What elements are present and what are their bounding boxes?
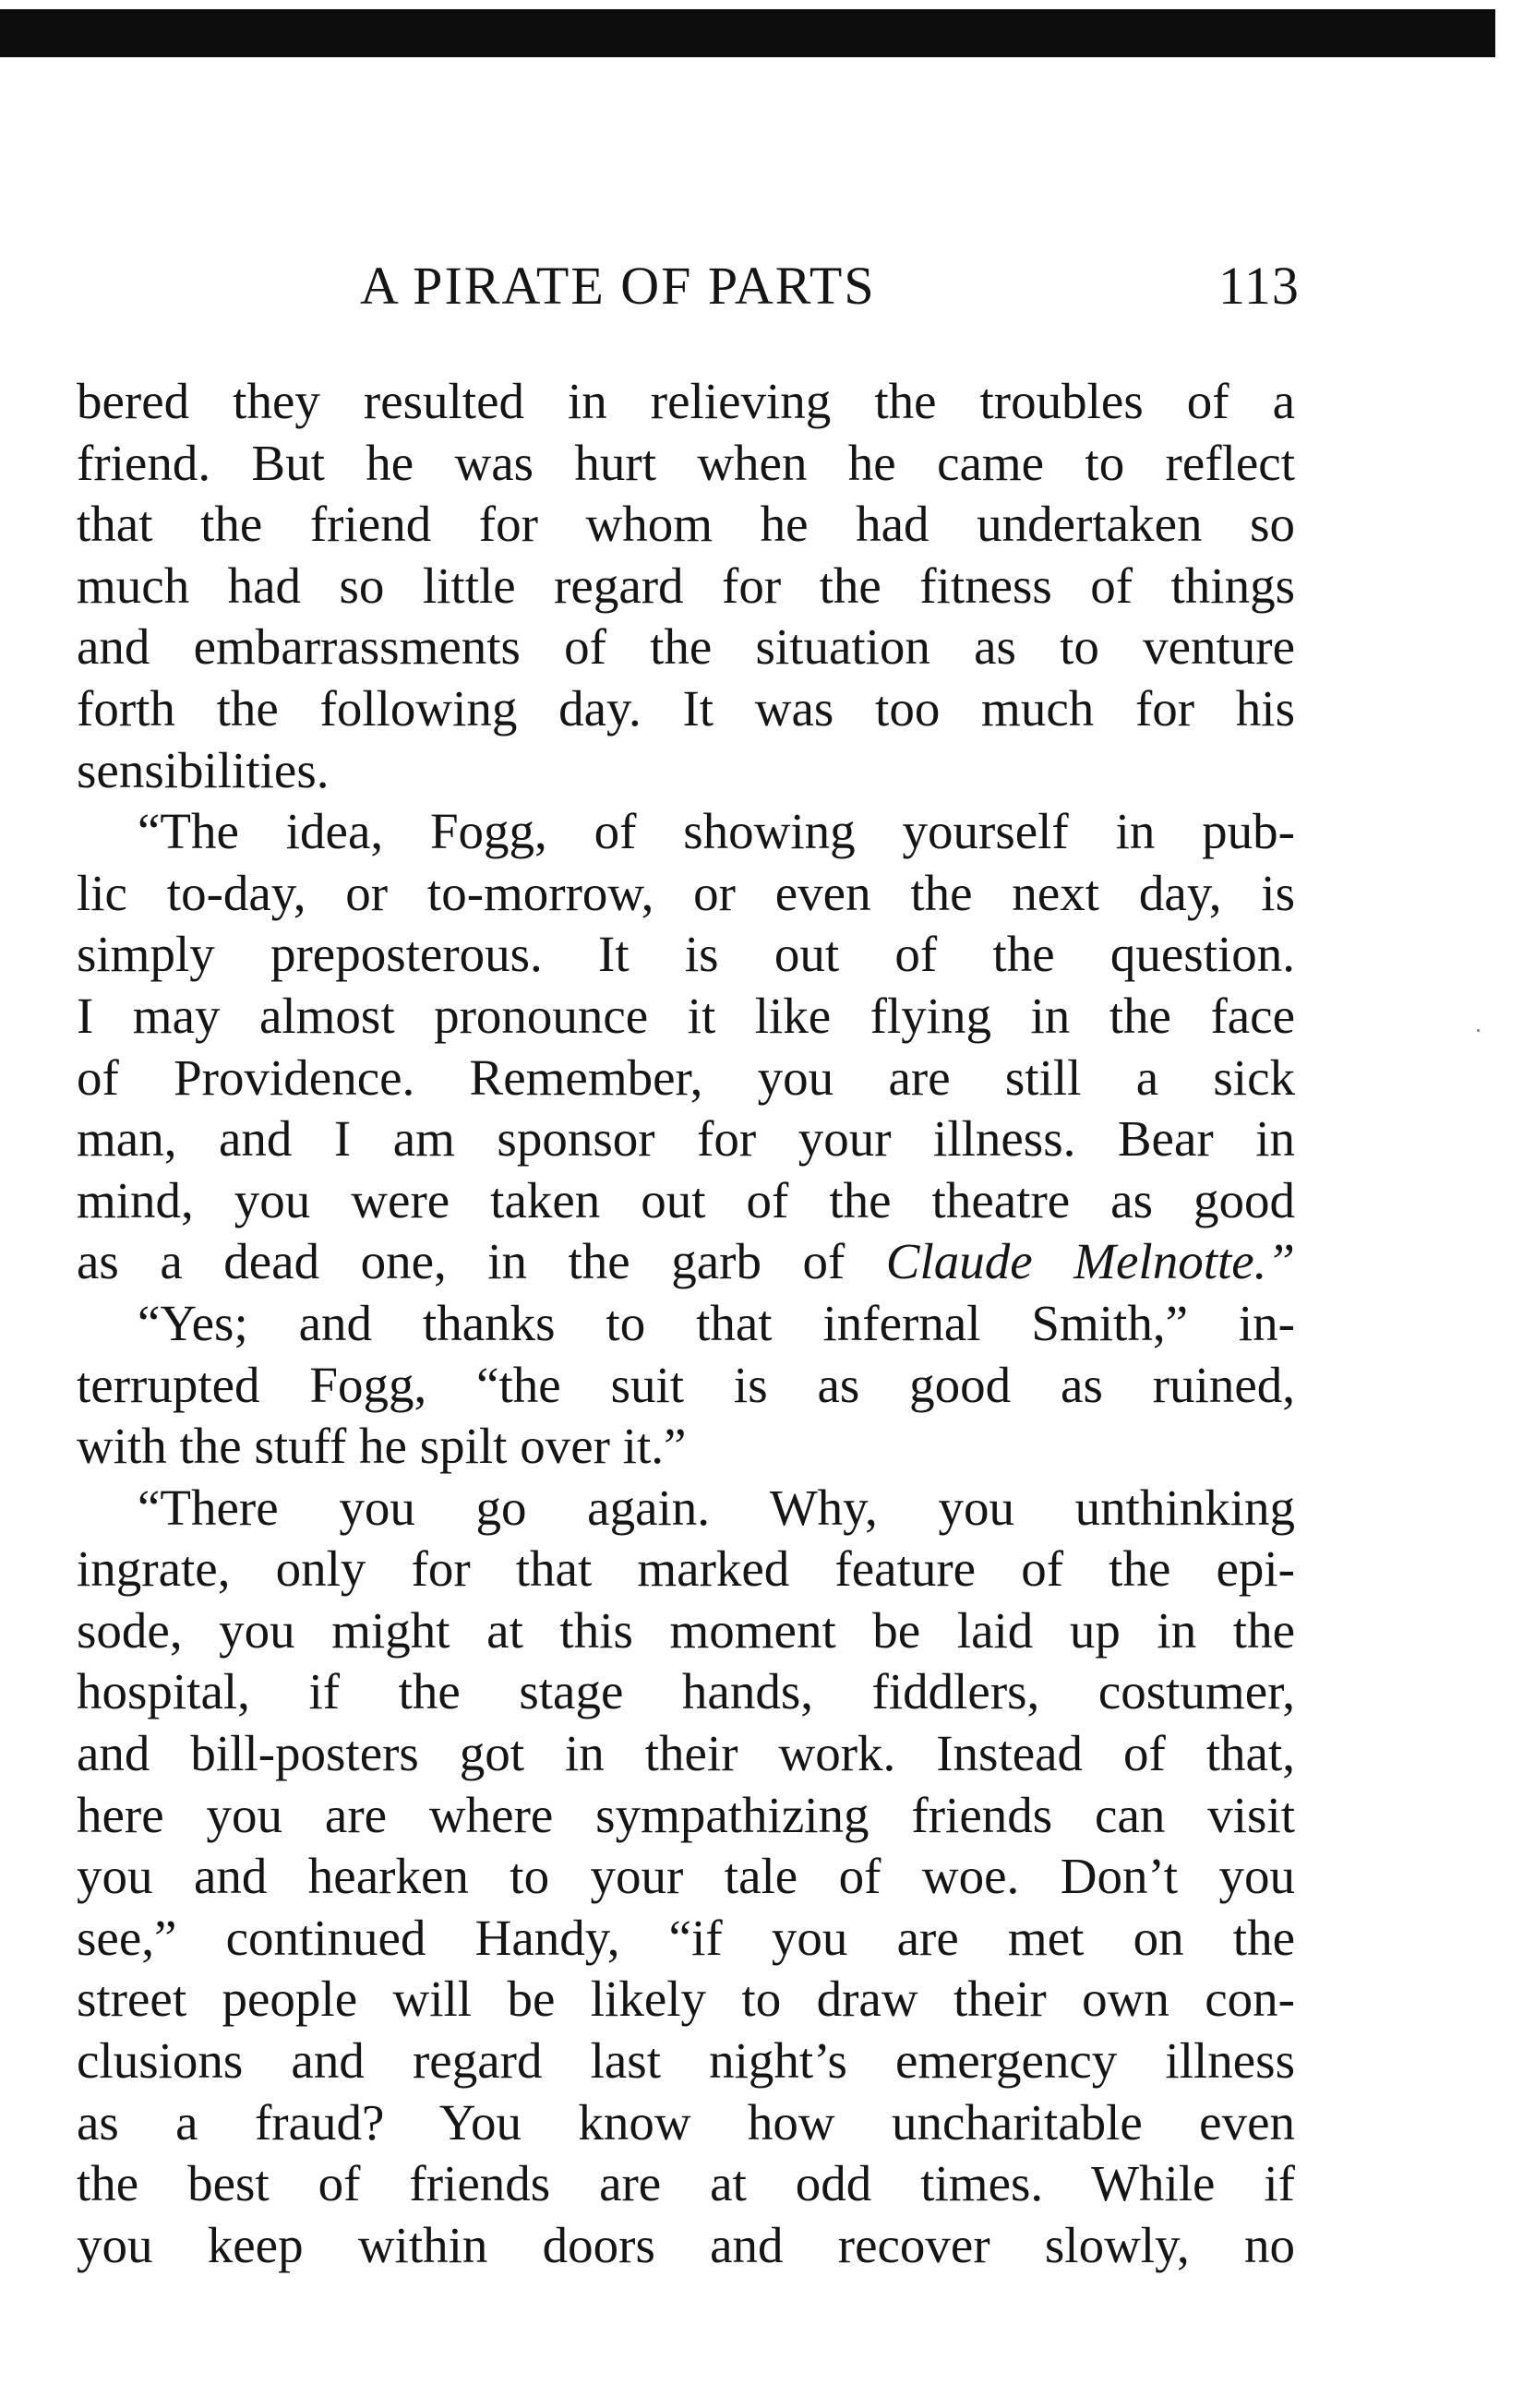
text-line-content: of Providence. Remember, you are still a sick [77,1048,1295,1106]
text-line [77,1231,1295,1293]
text-line-content: sensibilities. [77,741,330,798]
text-line [77,986,1295,1048]
text-line-content: the best of friends are at odd times. While if [77,2155,1295,2212]
text-line-content: with the stuff he spilt over it.” [77,1418,687,1475]
text-line [77,740,1295,802]
text-line [77,678,1295,740]
running-head [0,249,1523,323]
text-line [77,1969,1295,2031]
text-line [77,1048,1295,1109]
text-line-content: you and hearken to your tale of woe. Don’t you [77,1848,1295,1905]
text-line-content: ingrate, only for that marked feature of the epi- [77,1540,1295,1598]
text-line [77,1293,1295,1355]
text-line [77,801,1295,863]
text-line-content: forth the following day. It was too much for his [77,679,1295,737]
text-line [77,617,1295,678]
text-line [77,1416,1295,1478]
text-line [77,1723,1295,1785]
text-line [77,1846,1295,1908]
page-number: 113 [1218,256,1300,316]
margin-speck [1477,1029,1480,1032]
text-line [77,2031,1295,2092]
text-line-content: I may almost pronounce it like flying in the face [77,987,1295,1044]
text-line-content: mind, you were taken out of the theatre as good [77,1171,1295,1228]
text-line-content: that the friend for whom he had undertaken so [77,496,1295,553]
text-line [77,2153,1295,2215]
text-line-content: “There you go again. Why, you unthinking [138,1479,1295,1536]
text-line-content: “Yes; and thanks to that infernal Smith,” in- [138,1294,1295,1351]
text-line [77,1108,1295,1170]
text-line-content: see,” continued Handy, “if you are met on the [77,1909,1295,1966]
text-line-content: simply preposterous. It is out of the question. [77,926,1295,983]
text-line [77,1600,1295,1662]
text-line-content: sode, you might at this moment be laid up in the [77,1601,1295,1659]
text-line-content: as a fraud? You know how uncharitable even [77,2093,1295,2150]
text-line-content: man, and I am sponsor for your illness. Bear in [77,1110,1295,1168]
text-line-content: much had so little regard for the fitness of things [77,557,1295,614]
text-line-content: here you are where sympathizing friends can visit [77,1786,1295,1843]
text-line-content: hospital, if the stage hands, fiddlers, costumer, [77,1663,1295,1720]
text-line-content: friend. But he was hurt when he came to reflect [77,434,1295,491]
text-line [77,556,1295,617]
text-line-content: clusions and regard last night’s emergency illness [77,2032,1295,2090]
text-line-content: and embarrassments of the situation as to venture [77,618,1295,676]
text-line [77,1908,1295,1970]
text-line [77,1785,1295,1847]
text-line [77,1478,1295,1539]
text-line [77,863,1295,925]
top-border-bar [0,9,1495,57]
text-line-content: lic to-day, or to-morrow, or even the next day, is [77,864,1295,921]
text-line [77,924,1295,986]
italic-title: Claude Melnotte.” [885,1233,1296,1290]
text-line-content: terrupted Fogg, “the suit is as good as ruined, [77,1356,1295,1413]
text-line-content: street people will be likely to draw their own con- [77,1971,1295,2028]
running-title: A PIRATE OF PARTS [360,256,876,316]
text-line-content: bered they resulted in relieving the troubles of a [77,373,1295,429]
text-line [77,1170,1295,1232]
text-line [77,2092,1295,2154]
text-line [77,494,1295,556]
body-text [77,371,1295,2276]
text-line [77,1355,1295,1417]
text-line [77,2215,1295,2277]
text-line-content: you keep within doors and recover slowly, no [77,2216,1295,2273]
text-line [77,371,1295,433]
text-line [77,433,1295,495]
text-line-content: and bill-posters got in their work. Instead of that, [77,1725,1295,1782]
text-line-content: as a dead one, in the garb of [77,1233,845,1290]
text-line [77,1661,1295,1723]
text-line [77,1539,1295,1600]
text-line-content: “The idea, Fogg, of showing yourself in pub- [138,803,1295,860]
